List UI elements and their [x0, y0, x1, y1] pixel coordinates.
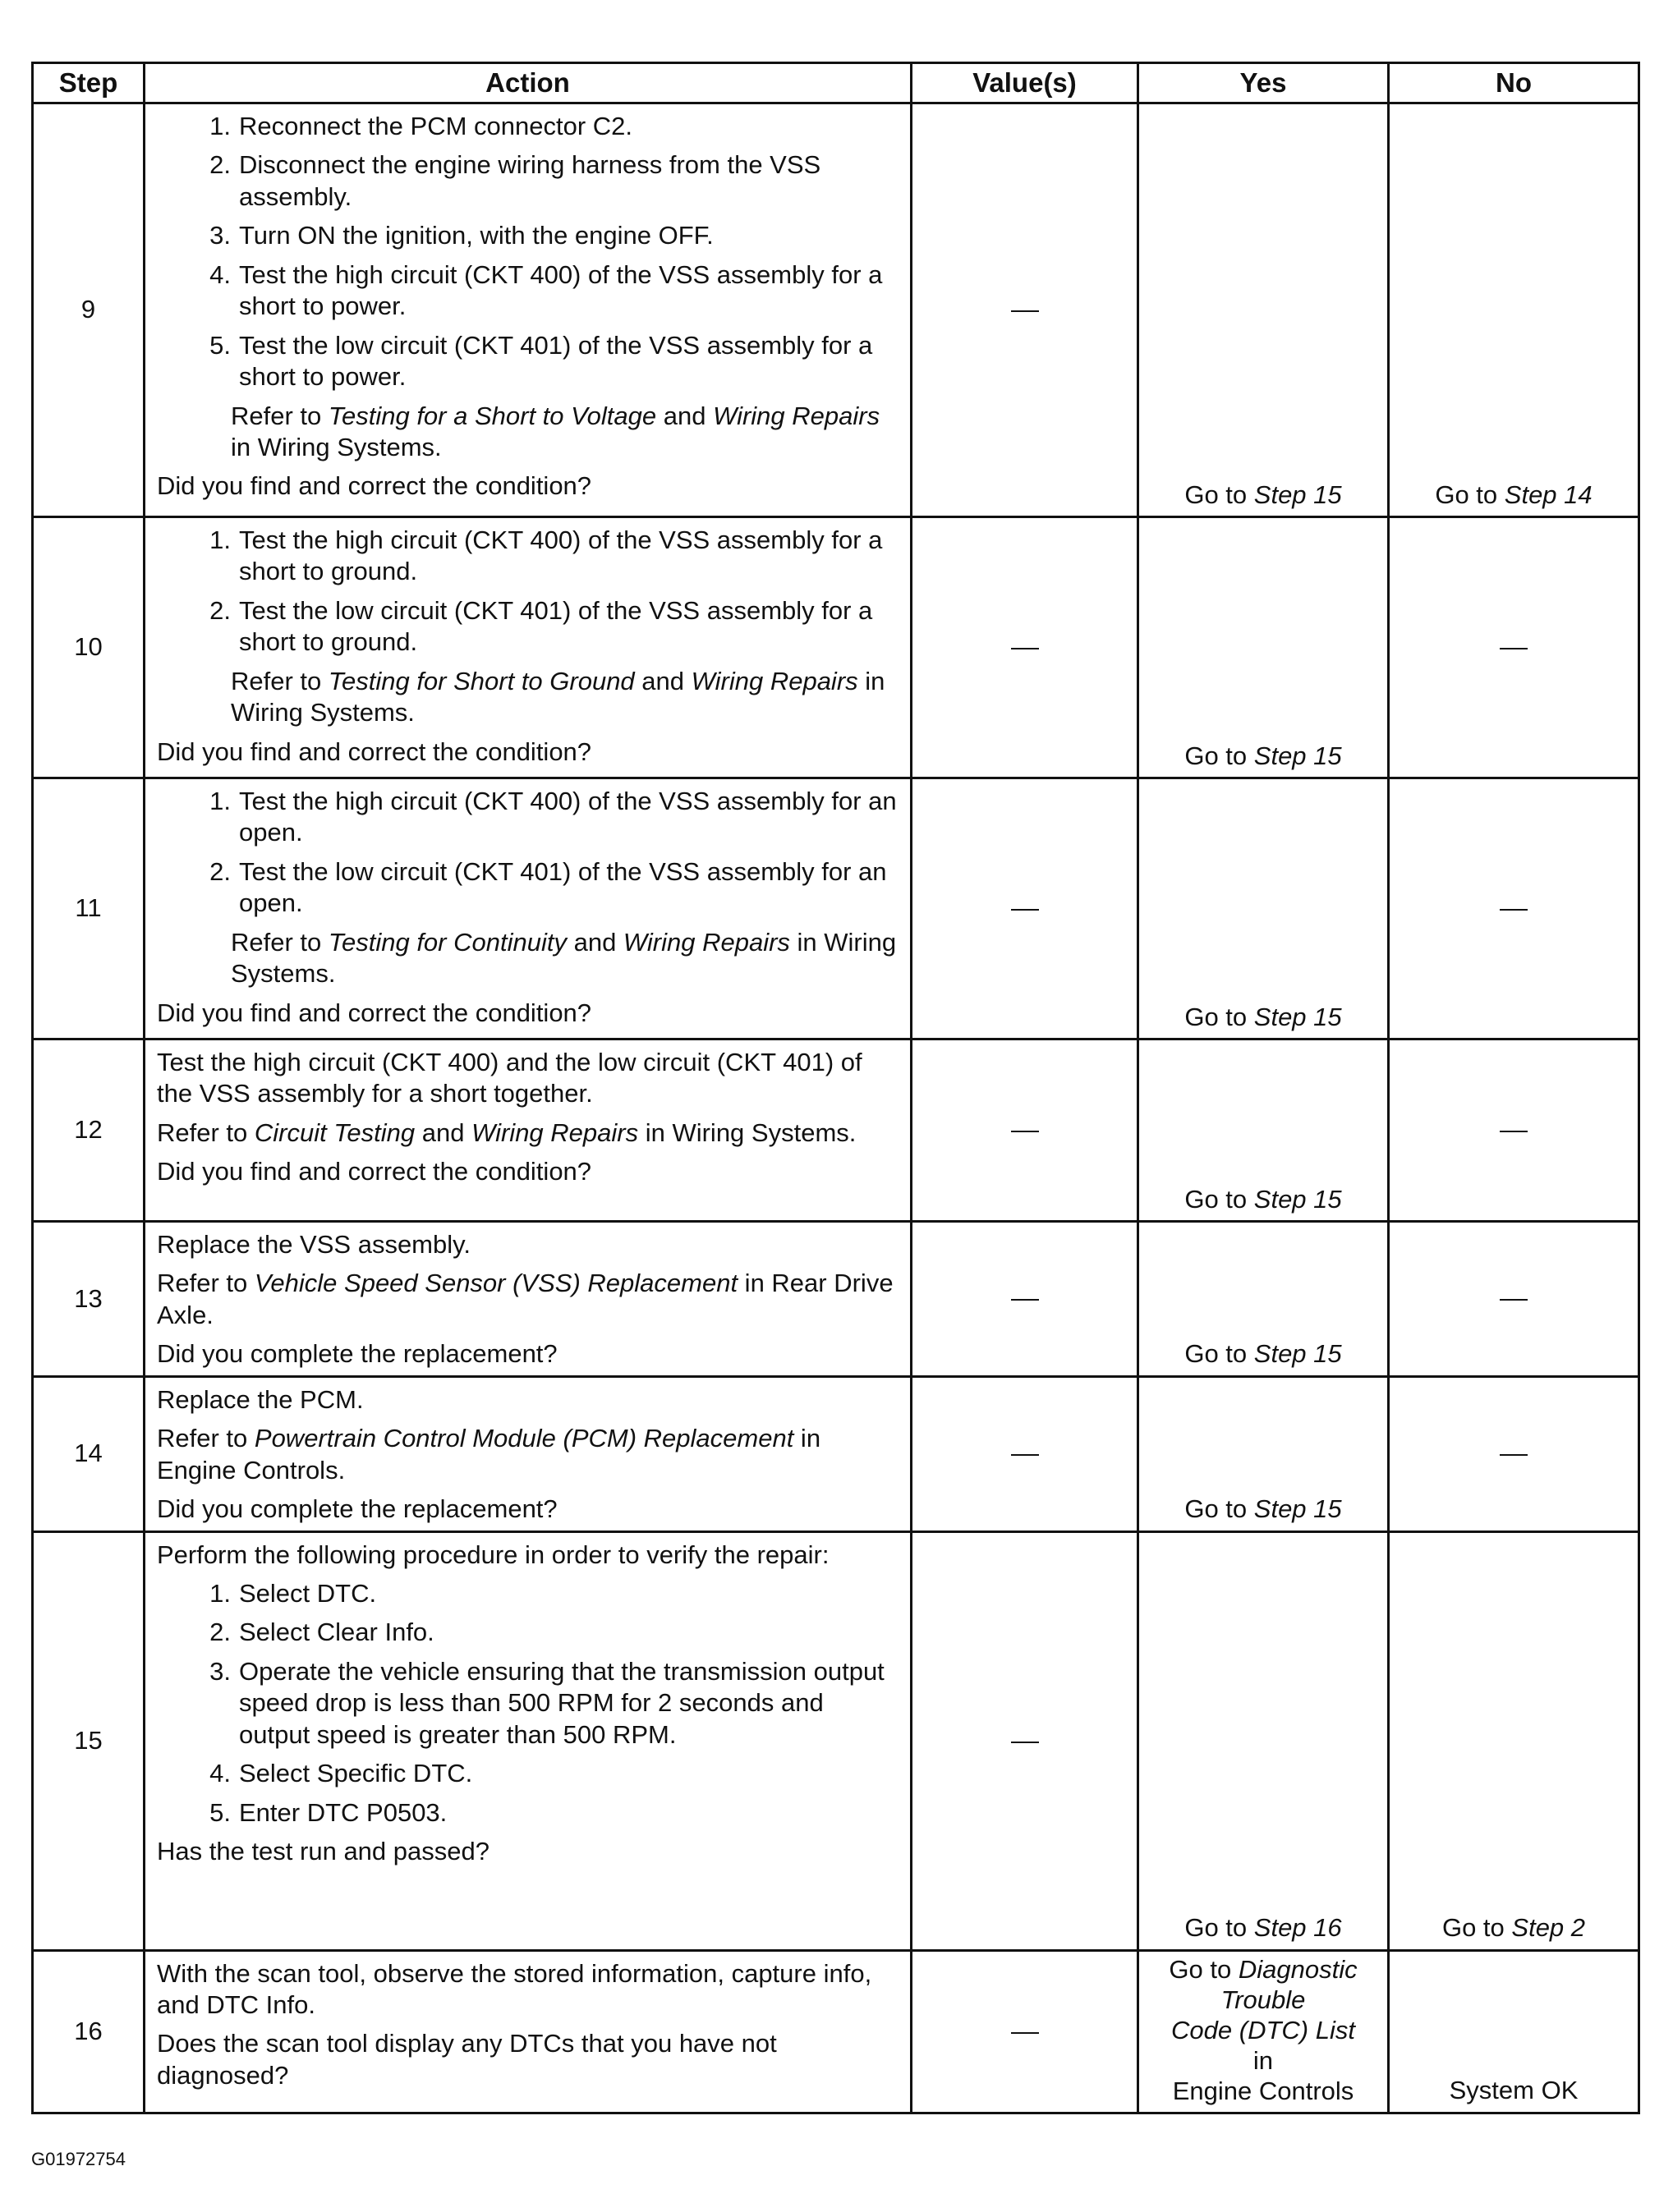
yes-cell: Go to Step 15: [1138, 1376, 1389, 1531]
list-item: 1. Select DTC.: [209, 1578, 377, 1608]
header-step: Step: [33, 63, 145, 103]
value-cell: [912, 1376, 1138, 1531]
dash-mark: [1011, 2032, 1039, 2034]
table-row: [33, 778, 1639, 1039]
question-text: Did you find and correct the condition?: [157, 737, 592, 766]
value-cell: [912, 1222, 1138, 1377]
list-item: 2. Test the low circuit (CKT 401) of the VSS assembly for an open.: [209, 856, 887, 918]
step-number: 14: [33, 1376, 145, 1531]
value-cell: [912, 1531, 1138, 1950]
dash-mark: [1011, 1131, 1039, 1132]
no-cell: Go to Step 2: [1389, 1531, 1639, 1950]
table-row: [33, 103, 1639, 517]
dash-mark: [1011, 1742, 1039, 1743]
step-number: 9: [33, 103, 145, 517]
reference-note: Refer to Circuit Testing and Wiring Repairs in Wiring Systems.: [157, 1117, 857, 1147]
no-cell: [1389, 517, 1639, 778]
list-item: 3. Turn ON the ignition, with the engine OFF.: [209, 221, 714, 250]
dash-mark: [1500, 1454, 1528, 1456]
dash-mark: [1011, 648, 1039, 649]
header-action: Action: [145, 63, 912, 103]
yes-cell: Go to Step 15: [1138, 517, 1389, 778]
table-row: [33, 1376, 1639, 1531]
action-cell: [145, 778, 912, 1039]
header-yes: Yes: [1138, 63, 1389, 103]
yes-cell: Go to Step 15: [1138, 1222, 1389, 1377]
step-number: 11: [33, 778, 145, 1039]
value-cell: [912, 1950, 1138, 2113]
list-item: 1. Reconnect the PCM connector C2.: [209, 112, 633, 140]
question-text: Does the scan tool display any DTCs that you have not diagnosed?: [157, 2029, 777, 2090]
reference-note: Refer to Testing for Short to Ground and Wiring Repairs in Wiring Systems.: [231, 666, 885, 727]
yes-cell: Go to Step 15: [1138, 1039, 1389, 1222]
action-cell: [145, 1531, 912, 1950]
no-cell: System OK: [1389, 1950, 1639, 2113]
list-item: 5. Test the low circuit (CKT 401) of the VSS assembly for a short to power.: [209, 330, 873, 392]
value-cell: [912, 778, 1138, 1039]
header-values: Value(s): [912, 63, 1138, 103]
no-cell: [1389, 1222, 1639, 1377]
value-cell: [912, 103, 1138, 517]
reference-note: Refer to Testing for Continuity and Wiring Repairs in Wiring Systems.: [231, 927, 897, 989]
dash-mark: [1500, 648, 1528, 649]
yes-cell: Go to Step 15: [1138, 778, 1389, 1039]
value-cell: [912, 517, 1138, 778]
action-intro: Replace the PCM.: [157, 1384, 364, 1414]
no-cell: [1389, 1039, 1639, 1222]
action-cell: [145, 1222, 912, 1377]
header-no: No: [1389, 63, 1639, 103]
action-intro: Perform the following procedure in order to verify the repair:: [157, 1540, 830, 1569]
action-cell: [145, 1376, 912, 1531]
action-intro: Replace the VSS assembly.: [157, 1230, 471, 1259]
list-item: 1. Test the high circuit (CKT 400) of the VSS assembly for an open.: [209, 787, 897, 847]
dash-mark: [1500, 1131, 1528, 1132]
list-item: 3. Operate the vehicle ensuring that the transmission output speed drop is less than 500 RPM for 2 seconds and output speed is greater than 500 RPM.: [209, 1656, 885, 1749]
table-row: [33, 1039, 1639, 1222]
question-text: Did you find and correct the condition?: [157, 471, 592, 501]
step-number: 10: [33, 517, 145, 778]
action-list: [157, 786, 899, 920]
table-row: [33, 517, 1639, 778]
action-list: [157, 1578, 899, 1829]
value-cell: [912, 1039, 1138, 1222]
list-item: 2. Select Clear Info.: [209, 1618, 434, 1647]
diagnostic-table: [31, 62, 1640, 2114]
action-cell: [145, 517, 912, 778]
dash-mark: [1500, 1299, 1528, 1301]
step-number: 15: [33, 1531, 145, 1950]
yes-cell: Go to Step 16: [1138, 1531, 1389, 1950]
no-cell: [1389, 778, 1639, 1039]
no-cell: Go to Step 14: [1389, 103, 1639, 517]
dash-mark: [1011, 1454, 1039, 1456]
question-text: Has the test run and passed?: [157, 1837, 489, 1866]
list-item: 1. Test the high circuit (CKT 400) of the VSS assembly for a short to ground.: [209, 525, 883, 586]
yes-cell: Go to Diagnostic Trouble Code (DTC) List in Engine Controls: [1138, 1950, 1389, 2113]
step-number: 13: [33, 1222, 145, 1377]
reference-note: Refer to Powertrain Control Module (PCM) Replacement in Engine Controls.: [157, 1424, 821, 1485]
action-list: [157, 111, 899, 393]
table-row: [33, 1222, 1639, 1377]
header-row: [33, 63, 1639, 103]
yes-cell: Go to Step 15: [1138, 103, 1389, 517]
dash-mark: [1011, 310, 1039, 312]
reference-note: Refer to Vehicle Speed Sensor (VSS) Replacement in Rear Drive Axle.: [157, 1269, 894, 1329]
list-item: 2. Test the low circuit (CKT 401) of the VSS assembly for a short to ground.: [209, 595, 873, 657]
question-text: Did you complete the replacement?: [157, 1339, 558, 1369]
question-text: Did you complete the replacement?: [157, 1494, 558, 1524]
action-cell: [145, 103, 912, 517]
list-item: 2. Disconnect the engine wiring harness from the VSS assembly.: [209, 150, 821, 211]
list-item: 5. Enter DTC P0503.: [209, 1797, 448, 1827]
reference-note: Refer to Testing for a Short to Voltage and Wiring Repairs in Wiring Systems.: [231, 401, 880, 461]
dash-mark: [1500, 909, 1528, 911]
dash-mark: [1011, 909, 1039, 911]
step-number: 16: [33, 1950, 145, 2113]
dash-mark: [1011, 1299, 1039, 1301]
question-text: Did you find and correct the condition?: [157, 998, 592, 1027]
list-item: 4. Test the high circuit (CKT 400) of the VSS assembly for a short to power.: [209, 259, 883, 321]
action-cell: [145, 1039, 912, 1222]
action-cell: [145, 1950, 912, 2113]
list-item: 4. Select Specific DTC.: [209, 1759, 473, 1788]
table-row: [33, 1531, 1639, 1950]
table-row: [33, 1950, 1639, 2113]
action-intro: With the scan tool, observe the stored information, capture info, and DTC Info.: [157, 1958, 872, 2019]
figure-code: G01972754: [31, 2149, 126, 2169]
action-intro: Test the high circuit (CKT 400) and the low circuit (CKT 401) of the VSS assembly for a short together.: [157, 1048, 862, 1108]
no-cell: [1389, 1376, 1639, 1531]
step-number: 12: [33, 1039, 145, 1222]
question-text: Did you find and correct the condition?: [157, 1157, 592, 1186]
action-list: [157, 525, 899, 659]
